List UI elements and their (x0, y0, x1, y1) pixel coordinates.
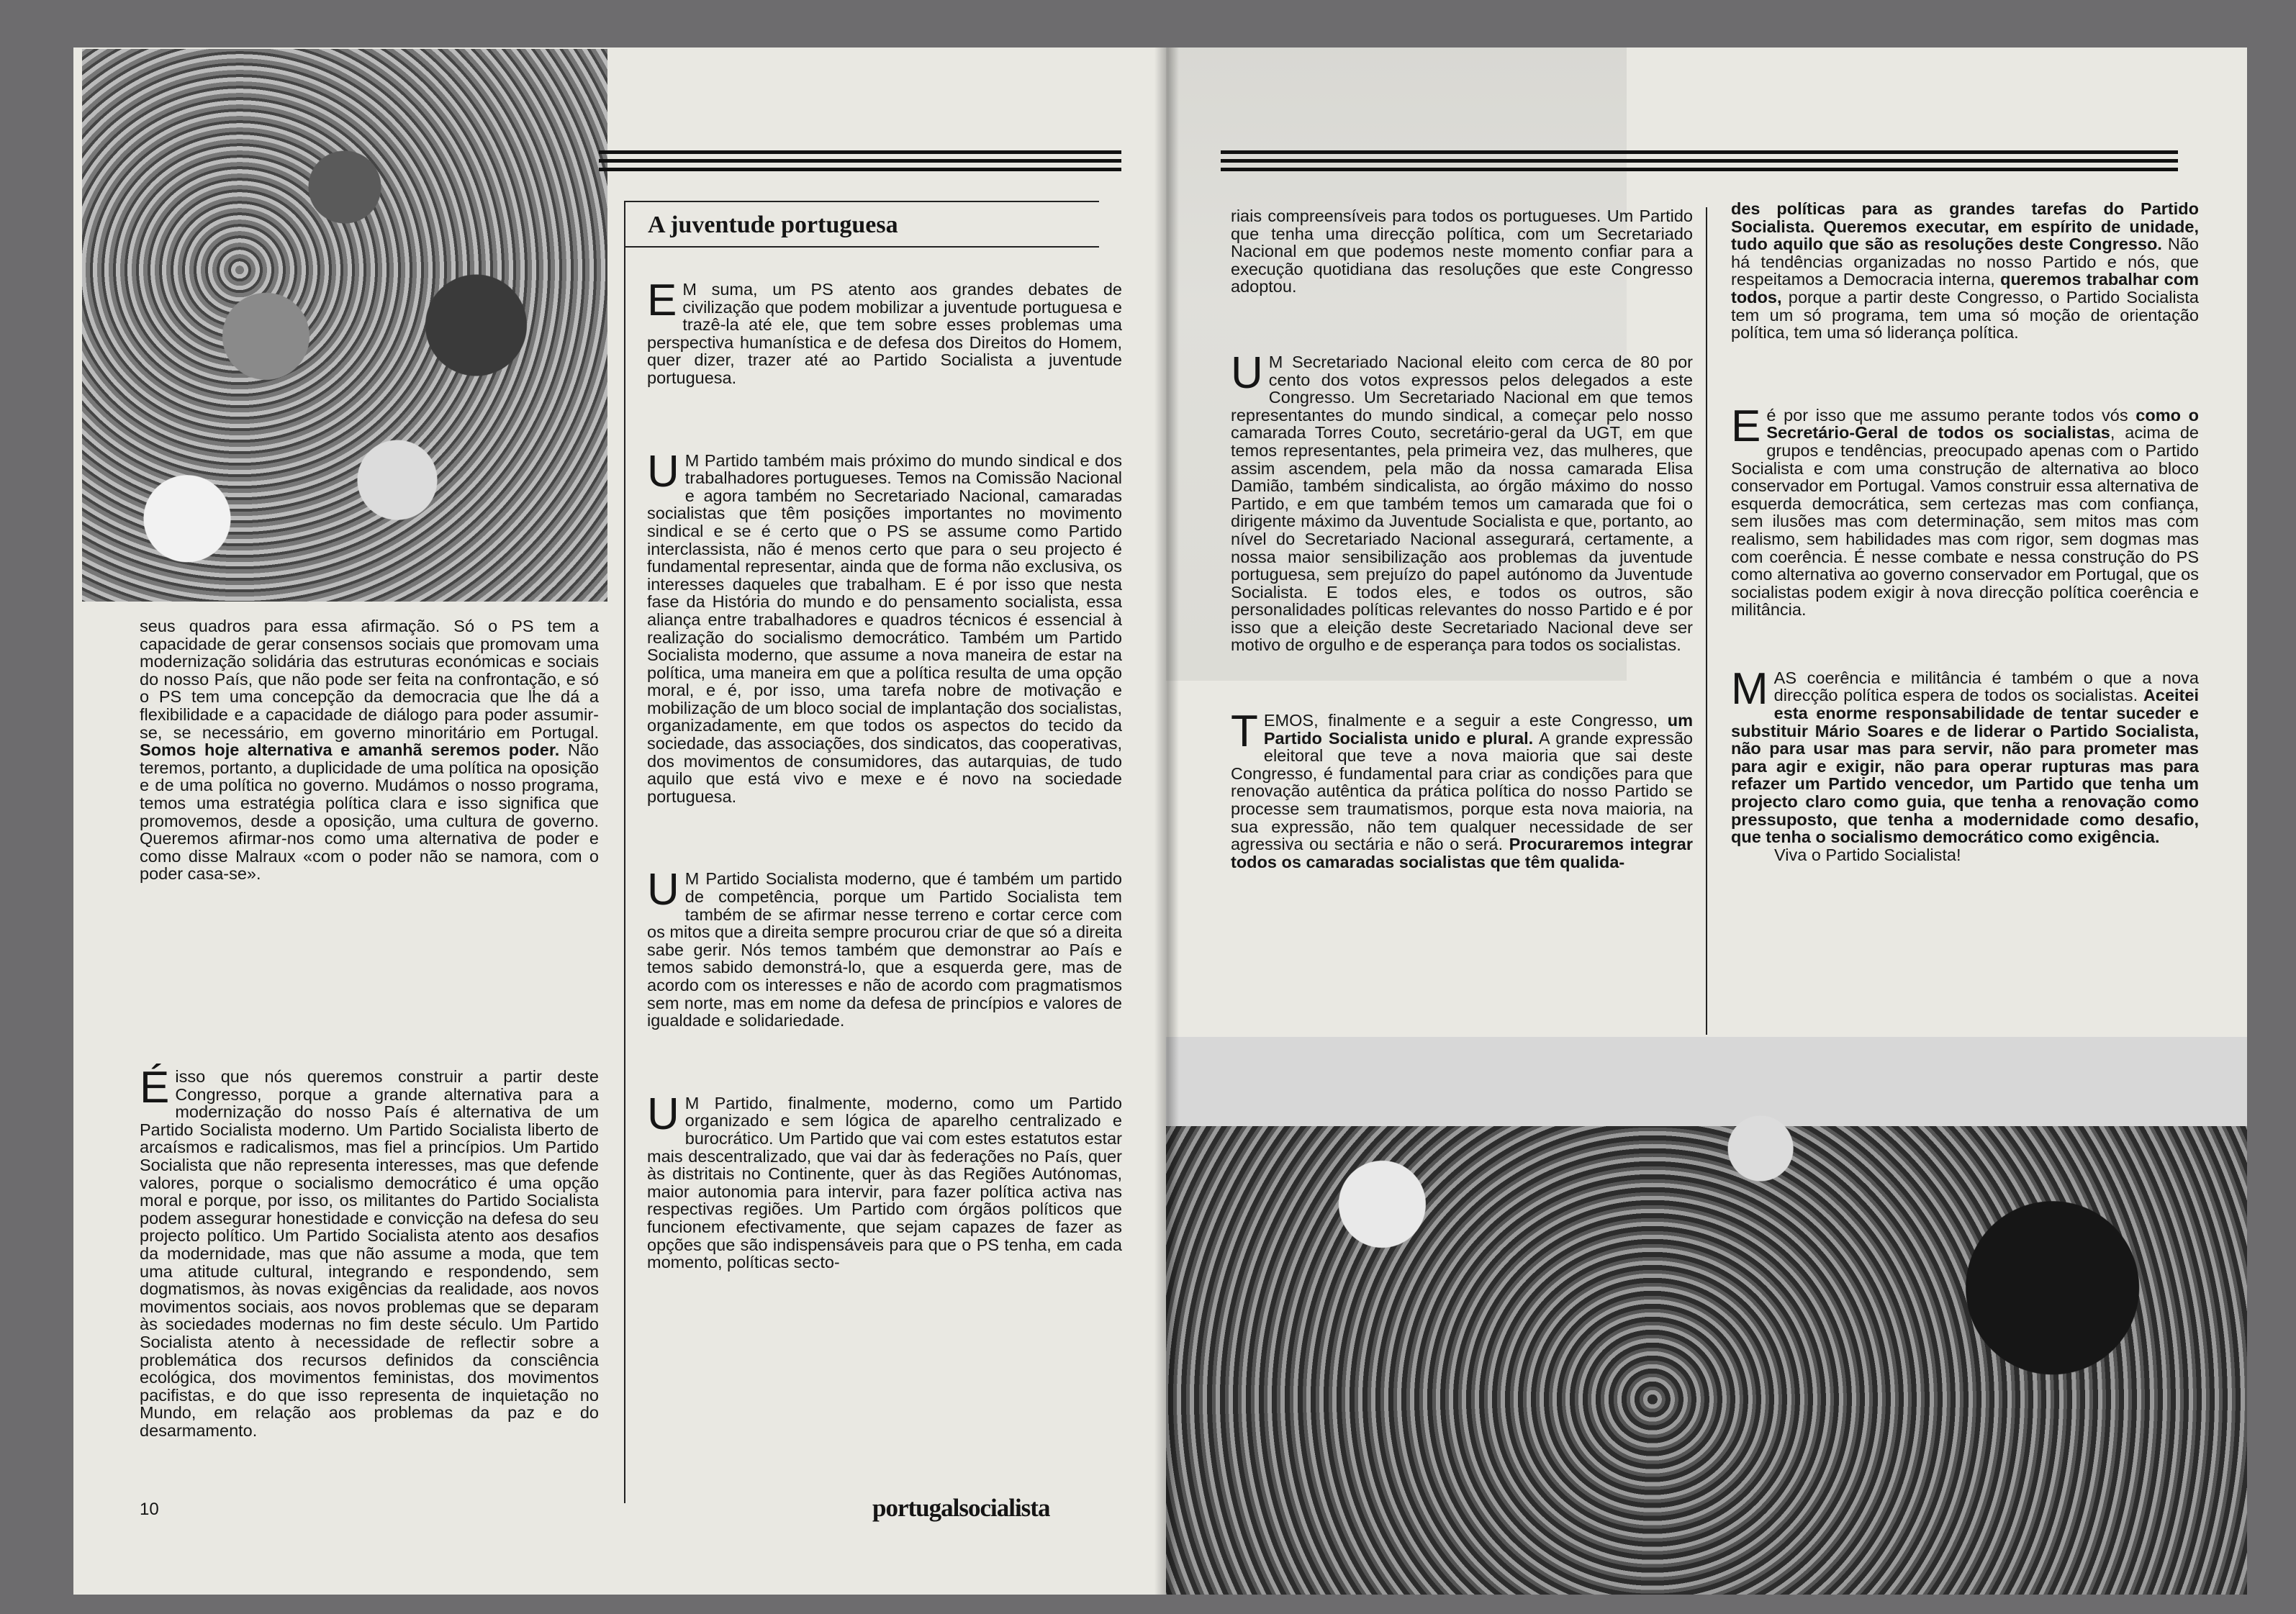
paragraph (647, 276, 1122, 387)
drop-cap: É (140, 1063, 170, 1112)
magazine-name: portugalsocialista (872, 1494, 1050, 1522)
text-run: Procuraremos integrar todos os camaradas socialistas que têm qualida- (1231, 835, 1694, 871)
paragraph (140, 1063, 599, 1440)
text-column-2 (647, 276, 1122, 1272)
congress-crowd-photo (82, 49, 607, 602)
text-run: um Partido Socialista unido e plural. (1263, 711, 1693, 748)
paragraph (140, 617, 599, 883)
binding-spine (1154, 47, 1179, 1595)
text-run: Somos hoje alternativa e amanhã seremos poder. (140, 740, 560, 760)
text-run: porque a partir deste Congresso, o Partido Socialista tem um só programa, tem uma só moção de orientação política, tem uma só liderança política. (1731, 287, 2199, 343)
decorative-rule (599, 150, 1121, 172)
text-column-3 (1231, 207, 1693, 871)
paragraph (1731, 401, 2200, 620)
column-divider (1706, 207, 1707, 1035)
title-rule (624, 201, 1099, 202)
text-run: M Partido Socialista moderno, que é também um partido de competência, porque um Partido Socialista tem também de se afirmar nesse terreno e cortar cerce com os mitos que a direita sempre procurou criar de que só a direita sabe gerir. Nós temos também que demonstrar ao País e temos sabido demonstrá-lo, que a esquerda gere, mas de acordo com os interesses e não de acordo com pragmatismos sem norte, mas em nome da defesa de princípios e valores de igualdade e solidariedade. (647, 869, 1122, 1030)
text-run: M Secretariado Nacional eleito com cerca de 80 por cento dos votos expressos pelos delegados a este Congresso. Um Secretariado Nacional em que temos representantes do mundo sindical, a começar pelo nosso camarada Torres Couto, secretário-geral da UGT, em que temos representantes, pela primeira vez, das mulheres, que assim ascendem, pela mão da nossa camarada Elisa Damião, também sindicalista, ao órgão máximo do nosso Partido, e em que também temos um camarada que foi o dirigente máximo da Juventude Socialista e que, portanto, ao nível do Secretariado Nacional assegurará, certamente, a nossa maior sensibilização aos problemas da juventude portuguesa, sem prejuízo do papel autónomo da Juventude Socialista. E todos eles, e todos os outros, são personalidades políticas relevantes do nosso Partido e é por isso que a eleição deste Secretariado Nacional deve ser motivo de orgulho e de esperança para todos os socialistas. (1231, 352, 1693, 655)
text-run: Aceitei esta enorme responsabilidade de tentar suceder e substituir Mário Soares e de liderar o Partido Socialista, não para usar mas para servir, não para prometer mas para agir e exigir, não para operar rupturas mas para refazer um Partido vencedor, um Partido que tenha um projecto claro como guia, que tenha a renovação como pressuposto, que tenha a modernidade como desafio, que tenha o socialismo democrático como exigência. (1731, 686, 2199, 847)
text-run: M Partido também mais próximo do mundo sindical e dos trabalhadores portugueses. Temos na Comissão Nacional e agora também no Secretariado Nacional, camaradas socialistas que têm posições importantes no movimento sindical e se é certo que o PS se assume como Partido interclassista, não é menos certo que para o seu projecto é fundamental representar, ainda que de forma não exclusiva, os interesses daqueles que trabalham. E é por isso que nesta fase da História do mundo e do pensamento socialista, essa aliança entre trabalhadores e quadros técnicos é essencial à realização do socialismo democrático. Também um Partido Socialista moderno, que assume a nova maneira de estar na política, uma maneira em que a política resulta de uma opção moral, e é, por isso, uma tarefa nobre de motivação e mobilização de um bloco social de implantação dos socialistas, organizadamente, em que todos os aspectos do tecido da sociedade, das associações, dos sindicatos, das cooperativas, dos movimentos de consumidores, das autarquias, de tudo aquilo que está vivo e mexe e é novo na sociedade portuguesa. (647, 450, 1122, 806)
text-run: M suma, um PS atento aos grandes debates de civilização que podem mobilizar a juventude portuguesa e trazê-la até ele, que tem sobre esses problemas uma perspectiva humanística e de defesa dos Direitos do Homem, quer dizer, trazer até ao Partido Socialista a juventude portuguesa. (647, 280, 1122, 387)
text-run: seus quadros para essa afirmação. Só o PS tem a capacidade de gerar consensos sociais que promovam uma modernização solidária das estruturas económicas e sociais do nosso País, que não pode ser feita na confrontação, e só o PS tem uma concepção da democracia que lhe dá a flexibilidade e a capacidade de diálogo para poder assumir-se, se necessário, em governo minoritário em Portugal. (140, 617, 599, 742)
paragraph (1231, 707, 1694, 871)
text-column-1-block (140, 1063, 599, 1440)
text-run: Não há tendências organizadas no nosso Partido e nós, que respeitamos a Democracia interna, (1731, 235, 2200, 289)
paragraph (1731, 663, 2199, 847)
right-page (1166, 47, 2247, 1595)
drop-cap: U (647, 865, 679, 915)
drop-cap: T (1231, 707, 1258, 757)
text-run: isso que nós queremos construir a partir deste Congresso, porque a grande alternativa para a modernização do nosso País é alternativa de um Partido Socialista moderno. Um Partido Socialista liberto de arcaísmos e radicalismos, mas fiel a princípios. Um Partido Socialista que não representa interesses, mas que defende valores, porque o socialismo democrático é uma opção moral e porque, por isso, os militantes do Partido Socialista podem assegurar honestidade e convicção na defesa do seu projecto político. Um Partido Socialista atento aos desafios da modernidade, mas que não assume a moda, que tem uma atitude cultural, integrando e respondendo, sem dogmatismos, às novas exigências da realidade, aos novos movimentos sociais, aos novos problemas que se deparam às sociedades modernas no fim deste século. Um Partido Socialista atento à necessidade de reflectir sobre a problemática dos recursos definidos da consciência ecológica, dos movimentos feministas, dos movimentos pacifistas, e do que isso representa de inquietação no Mundo, em relação aos problemas da paz e do desarmamento. (140, 1067, 599, 1440)
drop-cap: U (647, 1089, 679, 1139)
paragraph (1231, 348, 1693, 655)
paragraph (647, 1089, 1122, 1272)
text-run: A grande expressão eleitoral que teve a nova maioria que sai deste Congresso, é fundamental para criar as condições para que renovação autêntica da prática política do nosso Partido se processe sem traumatismos, porque esta nova maioria, na sua expressão, não tem qualquer necessidade de ser agressiva ou sectária e não o será. (1231, 728, 1693, 854)
section-title: A juventude portuguesa (648, 212, 898, 238)
paragraph (1731, 200, 2199, 342)
congress-stage-photo (1166, 1037, 2247, 1595)
text-column-4 (1731, 200, 2199, 863)
text-run: como o Secretário-Geral de todos os socialistas (1766, 405, 2199, 443)
paragraph (1231, 207, 1693, 296)
drop-cap: U (647, 446, 679, 497)
drop-cap: U (1231, 348, 1263, 398)
text-run: M Partido, finalmente, moderno, como um Partido organizado e sem lógica de aparelho centralizado e burocrático. Um Partido que vai com estes estatutos estar mais descentralizado, que vai dar às federações no País, quer às distritais no Continente, quer às das Regiões Autónomas, maior autonomia para intervir, para fazer política activa nas respectivas regiões. Um Partido com órgãos políticos que funcionem efectivamente, que sejam capazes de fazer as opções que são indispensáveis para que o PS tenha, em cada momento, políticas secto- (647, 1093, 1122, 1272)
text-run: AS coerência e militância é também o que a nova direcção política espera de todos os socialistas. (1773, 668, 2199, 705)
column-divider (624, 201, 625, 1503)
drop-cap: M (1731, 663, 1768, 714)
text-run: é por isso que me assumo perante todos vós (1766, 405, 2136, 425)
paragraph (647, 865, 1122, 1030)
decorative-rule (1221, 150, 2178, 172)
text-run: des políticas para as grandes tarefas do Partido Socialista. Queremos executar, em espírito de unidade, tudo aquilo que são as resoluções deste Congresso. (1731, 199, 2199, 254)
title-rule (624, 246, 1099, 248)
drop-cap: E (647, 276, 677, 325)
left-page (73, 47, 1167, 1595)
page-number: 10 (140, 1500, 159, 1519)
closing-line: Viva o Partido Socialista! (1774, 845, 1961, 864)
text-column-1 (140, 617, 599, 883)
drop-cap: E (1731, 401, 1761, 451)
text-run: EMOS, finalmente e a seguir a este Congresso, (1263, 711, 1668, 730)
text-run: , acima de grupos e tendências, preocupado apenas com o Partido Socialista e com uma construção de alternativa ao bloco conservador em Portugal. Vamos construir essa alternativa de esquerda democrática, sem certezas mas com confiança, sem ilusões mas com determinação, sem mitos mas com realismo, sem habilidades mas com rigor, sem dogmas mas com coerência. É nesse combate e nessa construção do PS como alternativa ao governo conservador em Portugal, que os socialistas podem exigir à nova direcção política coerência e militância. (1731, 423, 2200, 620)
text-run: queremos trabalhar com todos, (1731, 270, 2199, 307)
paragraph (647, 446, 1122, 806)
text-run: riais compreensíveis para todos os portugueses. Um Partido que tenha uma direcção política, com um Secretariado Nacional em que podemos neste momento confiar para a execução quotidiana das resoluções que este Congresso adoptou. (1231, 207, 1693, 296)
text-run: Não teremos, portanto, a duplicidade de uma política na oposição e de uma política no governo. Mudámos o nosso programa, temos uma estratégia política clara e isso significa que promovemos, desde a oposição, uma cultura de governo. Queremos afirmar-nos como uma alternativa de poder e como disse Malraux «com o poder não se namora, com o poder casa-se». (140, 740, 600, 884)
